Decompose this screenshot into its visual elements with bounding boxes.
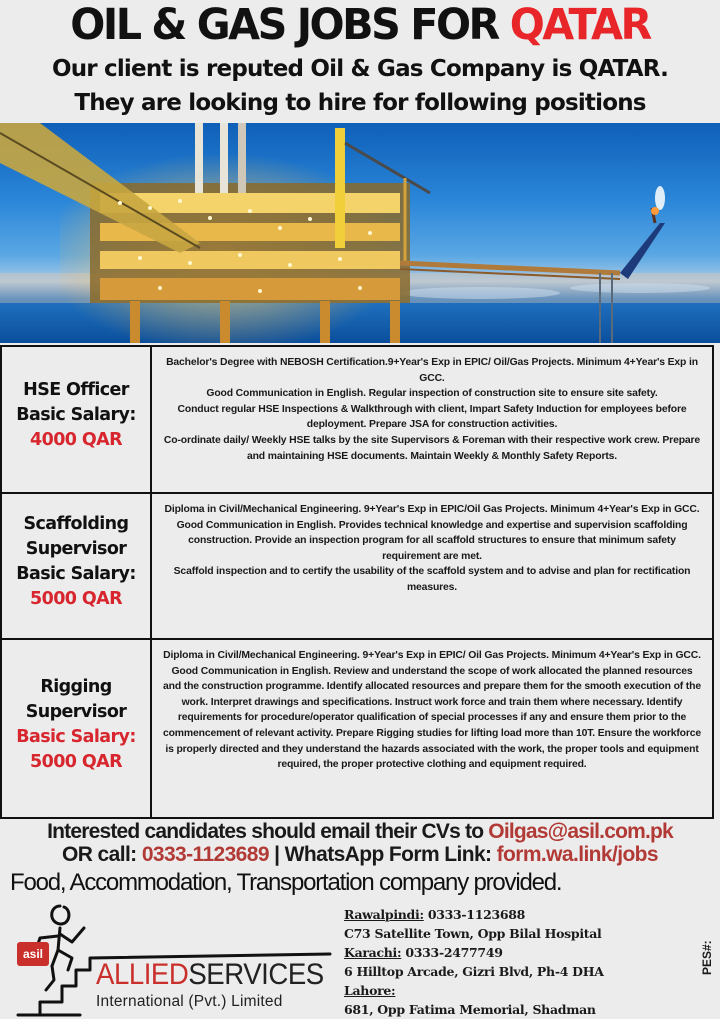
call-prefix: OR call: <box>62 843 142 866</box>
job-title-line: Rigging <box>40 676 112 697</box>
company-name-allied: ALLIED <box>96 958 189 991</box>
job-row-hse-officer <box>2 347 712 494</box>
office-city: Rawalpindi: <box>344 907 424 922</box>
job-title-line: Supervisor <box>25 539 127 559</box>
description-line: Bachelor's Degree with NEBOSH Certification.9+Year's Exp in EPIC/ Oil/Gas Projects. Minimum 4+Year's Exp in GCC. <box>166 357 698 384</box>
whatsapp-form-link[interactable]: form.wa.link/jobs <box>496 843 658 866</box>
job-title-cell <box>2 494 152 638</box>
salary-label: Basic Salary: <box>16 564 136 584</box>
office-rawalpindi <box>344 905 604 924</box>
office-karachi <box>344 943 604 962</box>
company-name-services: SERVICES <box>188 958 324 991</box>
office-address: 6 Hilltop Arcade, Gizri Blvd, Ph-4 DHA <box>344 964 604 980</box>
description-line: Good Communication in English. Provides technical knowledge and expertise and supervision scaffolding construction. Provide an inspection program for all scaffold structures to ensure that minimum safety requirement are met. <box>176 519 688 562</box>
job-title-cell <box>2 640 152 817</box>
salary-value: 5000 QAR <box>30 751 122 772</box>
salary-label: Basic Salary: <box>16 726 136 747</box>
whatsapp-prefix: | WhatsApp Form Link: <box>268 843 497 866</box>
job-row-scaffolding-supervisor <box>2 494 712 640</box>
hero-platform-image <box>0 123 720 343</box>
subtitle-line-2: They are looking to hire for following positions <box>74 90 646 116</box>
description-line: Conduct regular HSE Inspections & Walkthrough with client, Impart Safety Induction for employees before deployment. Prepare JSA for construction activities. <box>177 403 687 431</box>
job-description-cell <box>152 347 712 492</box>
offshore-platform-illustration <box>0 123 720 343</box>
page-title <box>14 0 705 50</box>
job-title-cell <box>2 347 152 492</box>
salary-value: 4000 QAR <box>30 430 122 450</box>
benefits-text: Food, Accommodation, Transportation company provided. <box>10 869 562 896</box>
description-line: Co-ordinate daily/ Weekly HSE talks by the site Supervisors & Foreman with their respective work crew. Prepare and maintaining HSE documents. Maintain Weekly & Monthly Safety Reports. <box>163 434 701 462</box>
pes-number-label: PES#: <box>700 940 714 975</box>
office-address: 681, Opp Fatima Memorial, Shadman <box>344 1002 596 1018</box>
subtitle-line-1: Our client is reputed Oil & Gas Company is QATAR. <box>51 56 669 82</box>
job-title-line: Supervisor <box>25 701 127 722</box>
description-line: Diploma in Civil/Mechanical Engineering. 9+Year's Exp in EPIC/ Oil Gas Projects. Minimum 4+Year's Exp in GCC. Good Communication in English. Review and understand the scope of work allocated the planned resources and the construction programme. Identify allocated resources and prepare them for the smooth execution of the work. Interpret drawings and specifications. Instruct work force and train them where necessary. Identify requirements for procedure/operator qualification of special processes if any and ensure them prior to the commencement of relevant activity. Prepare Rigging studies for lifting load more than 10T. Ensure the workforce is properly directed and they understand the hazards associated with the work, the proper tools and equipment required, the proper protective clothing and equipment required. <box>162 650 702 771</box>
office-city: Karachi: <box>344 945 402 961</box>
office-addresses <box>344 905 604 1019</box>
job-description-cell <box>152 640 712 817</box>
job-title: HSE Officer <box>23 380 129 400</box>
email-link[interactable]: Oilgas@asil.com.pk <box>488 820 673 843</box>
office-address: C73 Satellite Town, Opp Bilal Hospital <box>344 926 602 942</box>
office-phone: 0333-1123688 <box>423 907 526 922</box>
description-line: Good Communication in English. Regular inspection of construction site to ensure site safety. <box>206 388 658 400</box>
salary-value: 5000 QAR <box>30 589 122 609</box>
description-line: Scaffold inspection and to certify the usability of the scaffold system and to advise and plan for rectification measures. <box>173 566 691 593</box>
title-highlight: QATAR <box>509 0 650 50</box>
office-phone: 0333-2477749 <box>401 945 503 961</box>
company-subtitle: International (Pvt.) Limited <box>96 993 283 1010</box>
salary-label: Basic Salary: <box>16 405 136 425</box>
office-lahore <box>344 981 604 1000</box>
job-title-line: Scaffolding <box>23 514 129 534</box>
email-prefix: Interested candidates should email their CVs to <box>47 820 489 843</box>
office-city: Lahore: <box>344 983 396 999</box>
description-line: Diploma in Civil/Mechanical Engineering. 9+Year's Exp in EPIC/Oil Gas Projects. Minimum 4+Year's Exp in GCC. <box>164 504 700 515</box>
company-logo <box>10 898 340 1019</box>
company-name <box>96 960 324 990</box>
call-instruction <box>0 843 720 867</box>
job-row-rigging-supervisor <box>2 640 712 817</box>
email-instruction <box>0 820 720 844</box>
job-description-cell <box>152 494 712 638</box>
title-main: OIL & GAS JOBS FOR <box>70 0 510 50</box>
phone-link[interactable]: 0333-1123689 <box>141 843 269 866</box>
jobs-table <box>0 345 714 819</box>
asil-badge: asil <box>17 942 49 966</box>
